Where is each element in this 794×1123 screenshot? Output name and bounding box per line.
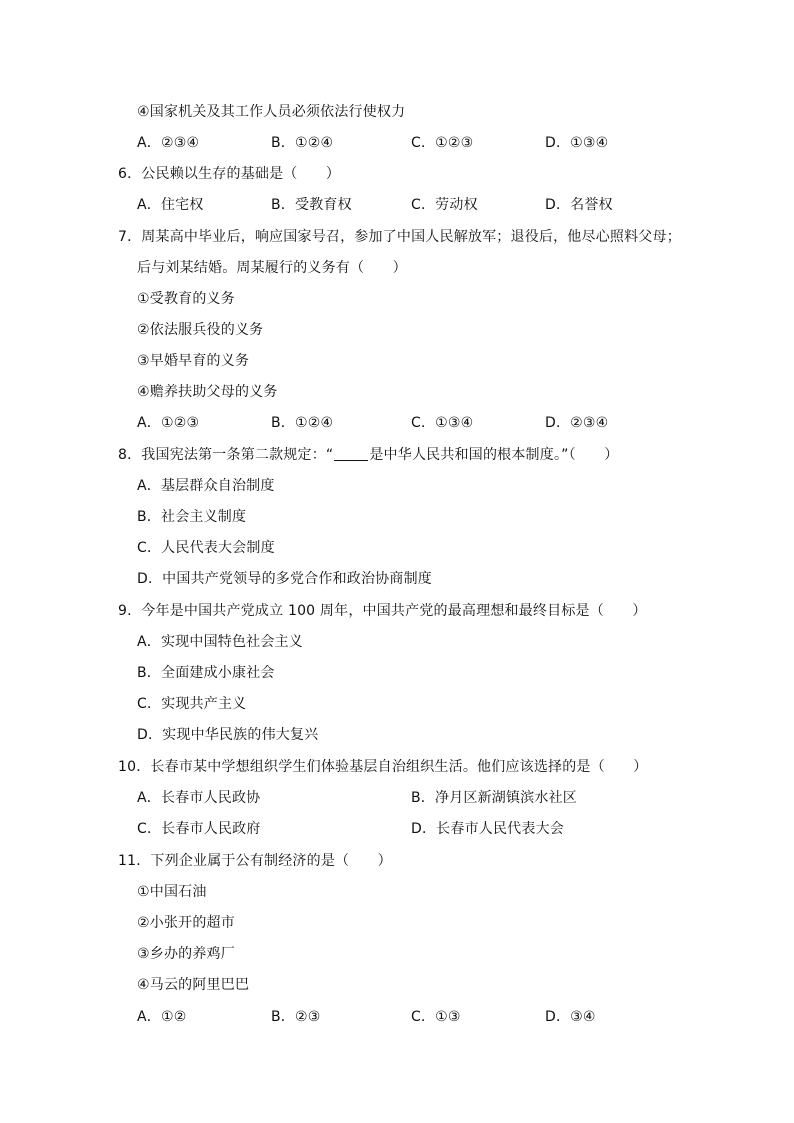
q11-item-1: ①中国石油 [137, 884, 207, 900]
q7-stem-line2: 后与刘某结婚。周某履行的义务有（ ） [137, 260, 407, 276]
q7-option-b: B．①②④ [271, 415, 334, 431]
q8-stem [118, 445, 618, 465]
q10-option-a: A．长春市人民政协 [137, 790, 261, 806]
q5-option-a: A．②③④ [137, 135, 200, 151]
q11-option-c: C．①③ [411, 1009, 461, 1025]
q6-option-b: B．受教育权 [271, 197, 352, 213]
q7-item-1: ①受教育的义务 [137, 291, 235, 307]
q5-option-c: C．①②③ [411, 135, 474, 151]
q7-option-c: C．①③④ [411, 415, 474, 431]
q5-option-b: B．①②④ [271, 135, 334, 151]
q9-option-a: A．实现中国特色社会主义 [137, 634, 303, 650]
q8-stem-before: 8．我国宪法第一条第二款规定：“ [118, 447, 334, 463]
q8-stem-after: 是中华人民共和国的根本制度。”（ ） [369, 447, 619, 463]
q8-option-c: C．人民代表大会制度 [137, 540, 275, 556]
q11-item-3: ③乡办的养鸡厂 [137, 946, 235, 962]
q5-item-4: ④国家机关及其工作人员必须依法行使权力 [137, 104, 406, 120]
q7-item-3: ③早婚早育的义务 [137, 353, 250, 369]
q7-stem-line1: 7．周某高中毕业后，响应国家号召，参加了中国人民解放军；退役后，他尽心照料父母； [118, 229, 681, 245]
q10-stem: 10．长春市某中学想组织学生们体验基层自治组织生活。他们应该选择的是（ ） [118, 759, 648, 775]
q8-option-d: D．中国共产党领导的多党合作和政治协商制度 [137, 571, 432, 587]
q11-item-4: ④马云的阿里巴巴 [137, 977, 250, 993]
q9-option-c: C．实现共产主义 [137, 696, 247, 712]
q10-option-b: B．净月区新湖镇滨水社区 [411, 790, 578, 806]
q6-option-d: D．名誉权 [545, 197, 613, 213]
q6-option-a: A．住宅权 [137, 197, 204, 213]
q5-option-d: D．①③④ [545, 135, 609, 151]
q10-option-d: D．长春市人民代表大会 [411, 821, 564, 837]
q6-option-c: C．劳动权 [411, 197, 478, 213]
q9-stem: 9．今年是中国共产党成立 100 周年，中国共产党的最高理想和最终目标是（ ） [118, 603, 647, 619]
q8-fill-blank [334, 446, 368, 461]
q8-option-b: B．社会主义制度 [137, 509, 247, 525]
q8-option-a: A．基层群众自治制度 [137, 478, 275, 494]
q10-option-c: C．长春市人民政府 [137, 821, 261, 837]
q11-option-b: B．②③ [271, 1009, 321, 1025]
q9-option-b: B．全面建成小康社会 [137, 665, 275, 681]
q9-option-d: D．实现中华民族的伟大复兴 [137, 727, 319, 743]
q11-option-a: A．①② [137, 1009, 187, 1025]
q7-item-4: ④赡养扶助父母的义务 [137, 384, 278, 400]
q7-option-a: A．①②③ [137, 415, 200, 431]
q7-option-d: D．②③④ [545, 415, 609, 431]
q11-option-d: D．③④ [545, 1009, 596, 1025]
q6-stem: 6．公民赖以生存的基础是（ ） [118, 166, 341, 182]
q11-item-2: ②小张开的超市 [137, 915, 235, 931]
q11-stem: 11．下列企业属于公有制经济的是（ ） [118, 853, 392, 869]
q7-item-2: ②依法服兵役的义务 [137, 322, 264, 338]
